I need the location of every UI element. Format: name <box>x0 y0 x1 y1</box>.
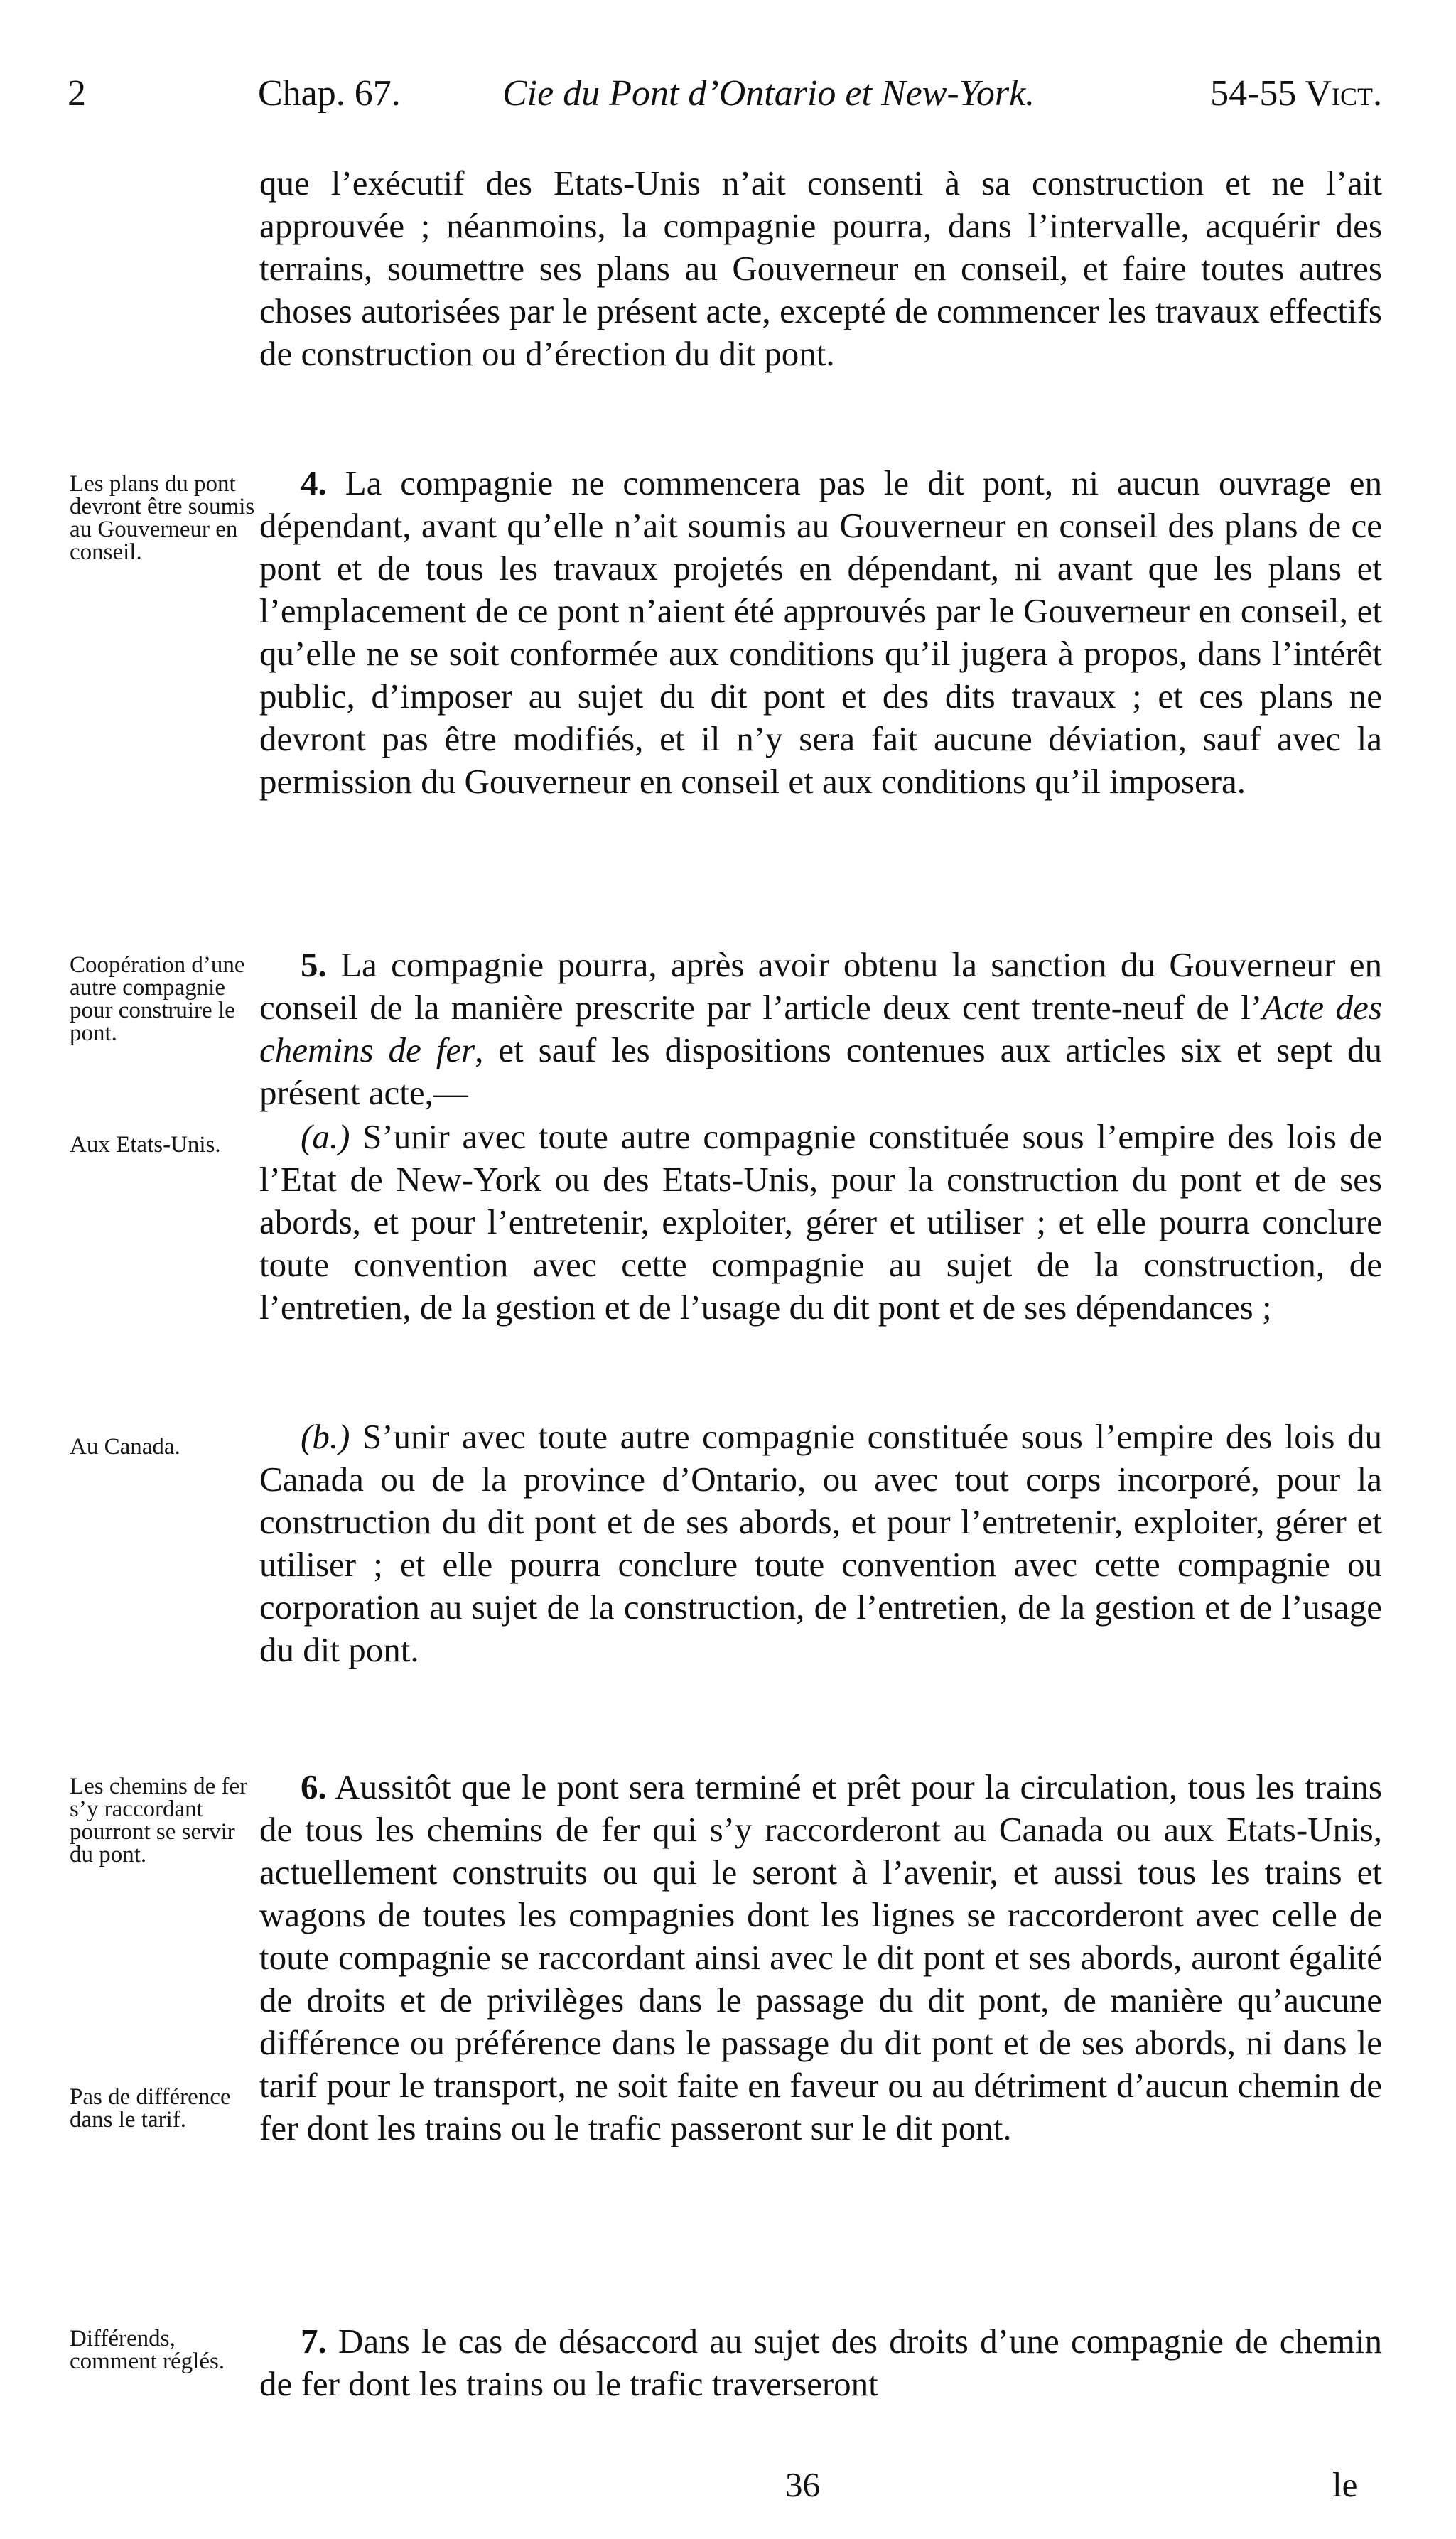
chapter-label: Chap. 67. <box>258 73 401 114</box>
section-7-text: Dans le cas de désaccord au sujet des droits d’une compagnie de chemin de fer dont les trains ou le trafic traverseront <box>259 2322 1383 2403</box>
section-5-text-a: La compagnie pourra, après avoir obtenu la sanction du Gouverneur en conseil de la manière prescrite par l’article deux cent trente-neuf de l’ <box>259 945 1382 1027</box>
sidenote-etats-unis: Aux Etats-Unis. <box>70 1132 221 1158</box>
section-4-text: La compagnie ne commencera pas le dit pont, ni aucun ouvrage en dépendant, avant qu’elle n’ait soumis au Gouverneur en conseil des plans de ce pont et de tous les travaux projetés en dépendant, ni avant que les plans et l’emplacement de ce pont n’aient été approuvés par le Gouverneur en conseil, et qu’elle ne se soit conformée aux conditions qu’il jugera à propos, dans l’intérêt public, d’imposer au sujet du dit pont et des dits travaux ; et ces plans ne devront pas être modifiés, et il n’y sera fait aucune déviation, sauf avec la permission du Gouverneur en conseil et aux conditions qu’il imposera. <box>259 463 1383 801</box>
sidenote-tarif: Pas de différence dans le tarif. <box>70 2084 231 2133</box>
sidenote-chemins: Les chemins de fer s’y raccordant pourront se servir du pont. <box>70 1774 248 1867</box>
section-4 <box>259 462 1382 803</box>
sidenote-canada: Au Canada. <box>70 1434 180 1460</box>
section-5-b-label: (b.) <box>301 1417 350 1456</box>
section-6 <box>259 1766 1382 2150</box>
section-7 <box>259 2320 1382 2405</box>
catchword: le <box>1332 2465 1358 2504</box>
section-5-text-b: , et sauf les dispositions contenues aux articles six et sept du présent acte,— <box>259 1030 1382 1112</box>
signature-mark: 36 <box>785 2465 820 2504</box>
section-6-text: Aussitôt que le pont sera terminé et prêt pour la circulation, tous les trains de tous les chemins de fer qui s’y raccorderont au Canada ou aux Etats-Unis, actuellement construits ou qui le seront à l’avenir, et aussi tous les trains et wagons de toutes les compagnies dont les lignes se raccorderont avec celle de toute compagnie se raccordant ainsi avec le dit pont et ses abords, auront égalité de droits et de privilèges dans le passage du dit pont, de manière qu’aucune différence ou préférence dans le passage du dit pont et de ses abords, ni dans le tarif pour le transport, ne soit faite en faveur ou au détriment d’aucun chemin de fer dont les trains ou le trafic passeront sur le dit pont. <box>259 1767 1382 2147</box>
section-5-act-title: Acte des chemins de fer <box>259 988 1382 1069</box>
section-5-a-text: S’unir avec toute autre compagnie constituée sous l’empire des lois de l’Etat de New-York ou des Etats-Unis, pour la construction du pont et de ses abords, et pour l’entretenir, exploiter, gérer et utiliser ; et elle pourra conclure toute convention avec cette compagnie au sujet de la construction, de l’entretien, de la gestion et de l’usage du dit pont et de ses dépendances ; <box>259 1117 1382 1327</box>
section-5-b-text: S’unir avec toute autre compagnie constituée sous l’empire des lois du Canada ou de la province d’Ontario, ou avec tout corps incorporé, pour la construction du dit pont et de ses abords, et pour l’entretenir, exploiter, gérer et utiliser ; et elle pourra conclure toute convention avec cette compagnie ou corporation au sujet de la construction, de l’entretien, de la gestion et de l’usage du dit pont. <box>259 1417 1382 1669</box>
session-label: 54-55 Vict. <box>1210 73 1382 114</box>
section-5-a <box>259 1116 1382 1329</box>
sidenote-plans: Les plans du pont devront être soumis au Gouverneur en conseil. <box>70 471 255 565</box>
running-header <box>68 72 1382 122</box>
section-5-a-label: (a.) <box>301 1117 350 1156</box>
section-4-number: 4. <box>301 463 327 502</box>
sidenote-differends: Différends, comment réglés. <box>70 2326 225 2374</box>
section-5-number: 5. <box>301 945 327 984</box>
page-number: 2 <box>68 73 86 114</box>
section-7-number: 7. <box>301 2322 327 2361</box>
sidenote-cooperation: Coopération d’une autre compagnie pour construire le pont. <box>70 952 245 1046</box>
section-6-number: 6. <box>301 1767 327 1806</box>
section-5-b <box>259 1416 1382 1671</box>
section-5 <box>259 944 1382 1114</box>
running-title: Cie du Pont d’Ontario et New-York. <box>502 73 1035 114</box>
continuation-paragraph <box>259 162 1382 375</box>
continuation-text: que l’exécutif des Etats-Unis n’ait consenti à sa construction et ne l’ait approuvée ; néanmoins, la compagnie pourra, dans l’intervalle, acquérir des terrains, soumettre ses plans au Gouverneur en conseil, et faire toutes autres choses autorisées par le présent acte, excepté de commencer les travaux effectifs de construction ou d’érection du dit pont. <box>259 163 1382 373</box>
